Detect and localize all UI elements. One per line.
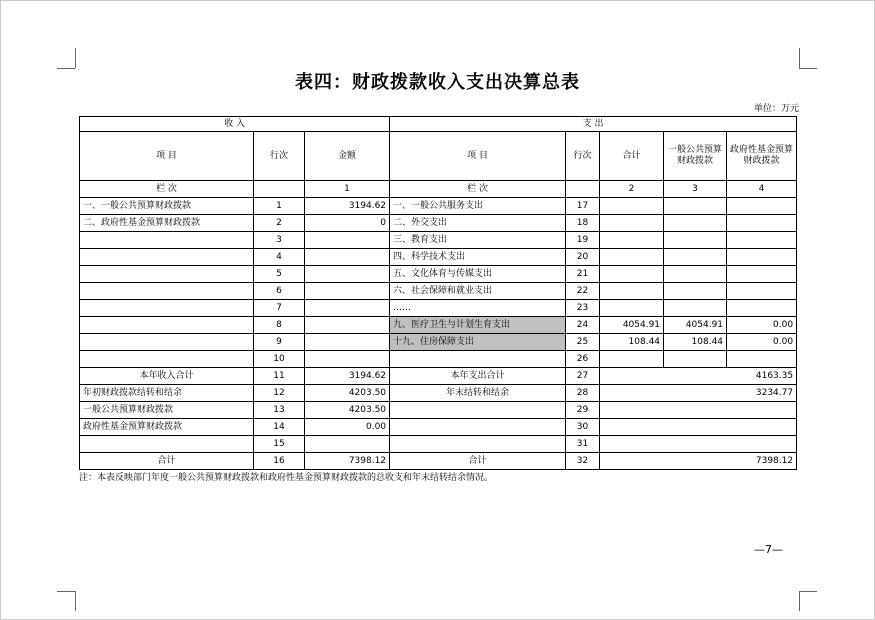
crop-mark-top-right bbox=[799, 48, 800, 68]
expense-total bbox=[600, 249, 664, 266]
summary-expense-item: 本年支出合计 bbox=[390, 368, 566, 385]
expense-general bbox=[664, 351, 727, 368]
summary-expense-row-no: 28 bbox=[566, 385, 600, 402]
budget-table bbox=[79, 116, 797, 470]
summary-income-row-no: 14 bbox=[254, 419, 305, 436]
income-item bbox=[80, 351, 254, 368]
table-row bbox=[80, 198, 797, 215]
income-row-no: 7 bbox=[254, 300, 305, 317]
summary-expense-row-no: 30 bbox=[566, 419, 600, 436]
summary-income-row-no: 15 bbox=[254, 436, 305, 453]
table-note: 注：本表反映部门年度一般公共预算财政拨款和政府性基金预算财政拨款的总收支和年末结转结余情况。 bbox=[79, 473, 494, 483]
table-row bbox=[80, 317, 797, 334]
expense-item: 五、文化体育与传媒支出 bbox=[390, 266, 566, 283]
summary-expense-value: 4163.35 bbox=[600, 368, 797, 385]
expense-row-no: 23 bbox=[566, 300, 600, 317]
income-row-no: 1 bbox=[254, 198, 305, 215]
crop-mark-bottom-left bbox=[75, 591, 76, 611]
expense-total: 4054.91 bbox=[600, 317, 664, 334]
expense-total bbox=[600, 232, 664, 249]
income-row-no-header: 行次 bbox=[254, 132, 305, 181]
table-row bbox=[80, 334, 797, 351]
column-no-fund: 4 bbox=[727, 181, 797, 198]
summary-income-item: 政府性基金预算财政拨款 bbox=[80, 419, 254, 436]
expense-fund bbox=[727, 283, 797, 300]
expense-general bbox=[664, 198, 727, 215]
expense-item: 一、一般公共服务支出 bbox=[390, 198, 566, 215]
summary-row bbox=[80, 402, 797, 419]
summary-row bbox=[80, 419, 797, 436]
expense-item-header: 项 目 bbox=[390, 132, 566, 181]
income-amount bbox=[305, 317, 390, 334]
expense-fund: 0.00 bbox=[727, 317, 797, 334]
expense-header: 支 出 bbox=[390, 117, 797, 132]
expense-total bbox=[600, 215, 664, 232]
income-amount bbox=[305, 266, 390, 283]
income-row-no: 4 bbox=[254, 249, 305, 266]
expense-fund bbox=[727, 300, 797, 317]
summary-expense-row-no: 31 bbox=[566, 436, 600, 453]
summary-income-amount: 7398.12 bbox=[305, 453, 390, 470]
summary-income-amount: 4203.50 bbox=[305, 385, 390, 402]
income-item-header: 项 目 bbox=[80, 132, 254, 181]
expense-item: 九、医疗卫生与计划生育支出 bbox=[390, 317, 566, 334]
crop-mark-bottom-right bbox=[799, 591, 800, 611]
income-amount: 0 bbox=[305, 215, 390, 232]
income-item bbox=[80, 232, 254, 249]
table-row bbox=[80, 300, 797, 317]
expense-general bbox=[664, 215, 727, 232]
expense-general bbox=[664, 249, 727, 266]
expense-general: 4054.91 bbox=[664, 317, 727, 334]
summary-income-item: 合计 bbox=[80, 453, 254, 470]
expense-fund bbox=[727, 351, 797, 368]
summary-expense-value bbox=[600, 402, 797, 419]
summary-expense-item: 年末结转和结余 bbox=[390, 385, 566, 402]
page-title: 表四：财政拨款收入支出决算总表 bbox=[295, 72, 580, 93]
expense-general bbox=[664, 232, 727, 249]
summary-expense-item bbox=[390, 419, 566, 436]
income-amount bbox=[305, 249, 390, 266]
summary-row bbox=[80, 385, 797, 402]
income-header: 收 入 bbox=[80, 117, 390, 132]
expense-item: 六、社会保障和就业支出 bbox=[390, 283, 566, 300]
summary-expense-row-no: 29 bbox=[566, 402, 600, 419]
expense-total bbox=[600, 266, 664, 283]
income-amount-header: 金额 bbox=[305, 132, 390, 181]
income-amount bbox=[305, 351, 390, 368]
expense-fund bbox=[727, 215, 797, 232]
unit-label: 单位：万元 bbox=[753, 104, 799, 114]
income-row-no: 9 bbox=[254, 334, 305, 351]
expense-row-no: 20 bbox=[566, 249, 600, 266]
income-item bbox=[80, 334, 254, 351]
column-no-amount: 1 bbox=[305, 181, 390, 198]
income-amount: 3194.62 bbox=[305, 198, 390, 215]
summary-income-row-no: 13 bbox=[254, 402, 305, 419]
income-row-no: 5 bbox=[254, 266, 305, 283]
summary-expense-row-no: 27 bbox=[566, 368, 600, 385]
expense-fund bbox=[727, 266, 797, 283]
summary-expense-value: 3234.77 bbox=[600, 385, 797, 402]
page-number: —7— bbox=[754, 543, 783, 556]
summary-row bbox=[80, 368, 797, 385]
crop-mark-top-left bbox=[75, 48, 76, 68]
expense-row-no: 24 bbox=[566, 317, 600, 334]
summary-row bbox=[80, 436, 797, 453]
table-row bbox=[80, 266, 797, 283]
income-item bbox=[80, 266, 254, 283]
summary-income-row-no: 12 bbox=[254, 385, 305, 402]
expense-fund bbox=[727, 249, 797, 266]
summary-income-amount: 0.00 bbox=[305, 419, 390, 436]
summary-expense-item bbox=[390, 402, 566, 419]
income-amount bbox=[305, 334, 390, 351]
expense-row-no: 19 bbox=[566, 232, 600, 249]
summary-expense-row-no: 32 bbox=[566, 453, 600, 470]
expense-row-no: 17 bbox=[566, 198, 600, 215]
income-item bbox=[80, 249, 254, 266]
expense-total bbox=[600, 300, 664, 317]
summary-income-row-no: 16 bbox=[254, 453, 305, 470]
expense-item: 二、外交支出 bbox=[390, 215, 566, 232]
income-item bbox=[80, 300, 254, 317]
expense-general bbox=[664, 300, 727, 317]
crop-mark-bottom-left bbox=[57, 591, 75, 592]
expense-total bbox=[600, 198, 664, 215]
table-row bbox=[80, 283, 797, 300]
expense-item: …… bbox=[390, 300, 566, 317]
expense-general bbox=[664, 283, 727, 300]
expense-total: 108.44 bbox=[600, 334, 664, 351]
expense-row-no: 26 bbox=[566, 351, 600, 368]
summary-expense-value: 7398.12 bbox=[600, 453, 797, 470]
summary-expense-value bbox=[600, 436, 797, 453]
expense-item bbox=[390, 351, 566, 368]
column-label-right: 栏 次 bbox=[390, 181, 566, 198]
expense-row-no: 21 bbox=[566, 266, 600, 283]
table-row bbox=[80, 351, 797, 368]
summary-row bbox=[80, 453, 797, 470]
summary-expense-item: 合计 bbox=[390, 453, 566, 470]
summary-income-row-no: 11 bbox=[254, 368, 305, 385]
expense-row-no: 18 bbox=[566, 215, 600, 232]
income-item: 一、一般公共预算财政拨款 bbox=[80, 198, 254, 215]
income-item bbox=[80, 317, 254, 334]
income-row-no: 2 bbox=[254, 215, 305, 232]
income-amount bbox=[305, 300, 390, 317]
summary-income-item: 本年收入合计 bbox=[80, 368, 254, 385]
expense-fund: 0.00 bbox=[727, 334, 797, 351]
summary-income-amount: 3194.62 bbox=[305, 368, 390, 385]
expense-fund bbox=[727, 198, 797, 215]
expense-fund bbox=[727, 232, 797, 249]
column-no-general: 3 bbox=[664, 181, 727, 198]
expense-general bbox=[664, 266, 727, 283]
expense-item: 十九、住房保障支出 bbox=[390, 334, 566, 351]
income-item bbox=[80, 283, 254, 300]
expense-item: 三、教育支出 bbox=[390, 232, 566, 249]
summary-income-amount: 4203.50 bbox=[305, 402, 390, 419]
income-item: 二、政府性基金预算财政拨款 bbox=[80, 215, 254, 232]
summary-income-amount bbox=[305, 436, 390, 453]
summary-income-item: 年初财政拨款结转和结余 bbox=[80, 385, 254, 402]
expense-general: 108.44 bbox=[664, 334, 727, 351]
income-row-no: 8 bbox=[254, 317, 305, 334]
column-label-left: 栏 次 bbox=[80, 181, 254, 198]
expense-row-no-header: 行次 bbox=[566, 132, 600, 181]
table-row bbox=[80, 232, 797, 249]
summary-income-item: 一般公共预算财政拨款 bbox=[80, 402, 254, 419]
income-amount bbox=[305, 232, 390, 249]
expense-total bbox=[600, 351, 664, 368]
column-empty bbox=[254, 181, 305, 198]
expense-item: 四、科学技术支出 bbox=[390, 249, 566, 266]
summary-expense-value bbox=[600, 419, 797, 436]
crop-mark-bottom-right bbox=[799, 591, 817, 592]
income-row-no: 10 bbox=[254, 351, 305, 368]
table-row bbox=[80, 215, 797, 232]
expense-general-header: 一般公共预算财政拨款 bbox=[664, 132, 727, 181]
expense-total-header: 合计 bbox=[600, 132, 664, 181]
expense-row-no: 22 bbox=[566, 283, 600, 300]
summary-expense-item bbox=[390, 436, 566, 453]
income-row-no: 6 bbox=[254, 283, 305, 300]
expense-total bbox=[600, 283, 664, 300]
column-no-total: 2 bbox=[600, 181, 664, 198]
summary-income-item bbox=[80, 436, 254, 453]
expense-fund-header: 政府性基金预算财政拨款 bbox=[727, 132, 797, 181]
table-row bbox=[80, 249, 797, 266]
column-empty bbox=[566, 181, 600, 198]
expense-row-no: 25 bbox=[566, 334, 600, 351]
income-amount bbox=[305, 283, 390, 300]
income-row-no: 3 bbox=[254, 232, 305, 249]
